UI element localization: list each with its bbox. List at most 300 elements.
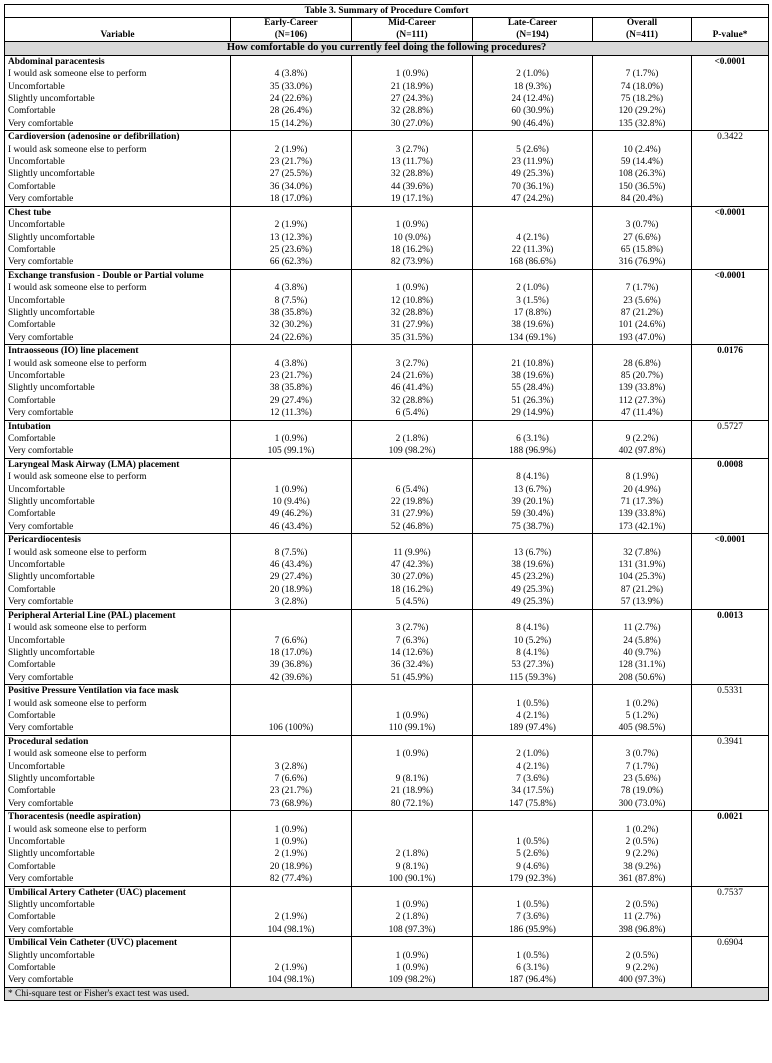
empty-cell bbox=[692, 848, 769, 860]
empty-cell bbox=[593, 420, 692, 433]
empty-cell bbox=[593, 55, 692, 68]
empty-cell bbox=[473, 735, 593, 748]
late-career-value: 60 (30.9%) bbox=[473, 105, 593, 117]
late-career-value: 75 (38.7%) bbox=[473, 521, 593, 534]
empty-cell bbox=[692, 282, 769, 294]
early-career-value: 20 (18.9%) bbox=[231, 861, 352, 873]
late-career-value: 39 (20.1%) bbox=[473, 496, 593, 508]
mid-career-value: 1 (0.9%) bbox=[352, 962, 473, 974]
overall-value: 7 (1.7%) bbox=[593, 761, 692, 773]
table-row bbox=[5, 761, 769, 773]
empty-cell bbox=[692, 382, 769, 394]
late-career-value: 21 (10.8%) bbox=[473, 358, 593, 370]
mid-career-value: 2 (1.8%) bbox=[352, 848, 473, 860]
section-name: Laryngeal Mask Airway (LMA) placement bbox=[5, 458, 231, 471]
early-career-value: 82 (77.4%) bbox=[231, 873, 352, 886]
empty-cell bbox=[692, 508, 769, 520]
mid-career-value: 108 (97.3%) bbox=[352, 924, 473, 937]
p-value: 0.7537 bbox=[692, 886, 769, 899]
response-label: Very comfortable bbox=[5, 672, 231, 685]
early-career-value bbox=[231, 748, 352, 760]
empty-cell bbox=[473, 131, 593, 144]
late-career-value: 1 (0.5%) bbox=[473, 836, 593, 848]
response-label: Slightly uncomfortable bbox=[5, 168, 231, 180]
section-name: Exchange transfusion - Double or Partial volume bbox=[5, 269, 231, 282]
table-row bbox=[5, 622, 769, 634]
overall-value: 84 (20.4%) bbox=[593, 193, 692, 206]
overall-value: 1 (0.2%) bbox=[593, 698, 692, 710]
response-label: Comfortable bbox=[5, 244, 231, 256]
early-career-value: 28 (26.4%) bbox=[231, 105, 352, 117]
overall-value: 23 (5.6%) bbox=[593, 773, 692, 785]
overall-value: 150 (36.5%) bbox=[593, 181, 692, 193]
overall-value: 3 (0.7%) bbox=[593, 748, 692, 760]
p-value: <0.0001 bbox=[692, 55, 769, 68]
late-career-value: 34 (17.5%) bbox=[473, 785, 593, 797]
empty-cell bbox=[692, 647, 769, 659]
empty-cell bbox=[692, 861, 769, 873]
table-row bbox=[5, 508, 769, 520]
table-body bbox=[5, 55, 769, 987]
response-label: Comfortable bbox=[5, 962, 231, 974]
section-header-row bbox=[5, 811, 769, 824]
late-career-value: 17 (8.8%) bbox=[473, 307, 593, 319]
table-row bbox=[5, 635, 769, 647]
empty-cell bbox=[352, 685, 473, 698]
response-label: Uncomfortable bbox=[5, 836, 231, 848]
empty-cell bbox=[692, 193, 769, 206]
empty-cell bbox=[692, 168, 769, 180]
table-caption: Table 3. Summary of Procedure Comfort bbox=[5, 5, 769, 18]
p-value: 0.5727 bbox=[692, 420, 769, 433]
response-label: I would ask someone else to perform bbox=[5, 358, 231, 370]
empty-cell bbox=[692, 710, 769, 722]
table-row bbox=[5, 319, 769, 331]
early-career-value: 39 (36.8%) bbox=[231, 659, 352, 671]
empty-cell bbox=[231, 886, 352, 899]
mid-career-value: 7 (6.3%) bbox=[352, 635, 473, 647]
response-label: Uncomfortable bbox=[5, 219, 231, 231]
late-career-value: 7 (3.6%) bbox=[473, 773, 593, 785]
table-row bbox=[5, 81, 769, 93]
mid-career-value: 30 (27.0%) bbox=[352, 118, 473, 131]
empty-cell bbox=[692, 559, 769, 571]
response-label: Very comfortable bbox=[5, 596, 231, 609]
early-career-value: 2 (1.9%) bbox=[231, 911, 352, 923]
section-name: Abdominal paracentesis bbox=[5, 55, 231, 68]
table-row bbox=[5, 848, 769, 860]
section-name: Umbilical Artery Catheter (UAC) placement bbox=[5, 886, 231, 899]
overall-value: 405 (98.5%) bbox=[593, 722, 692, 735]
section-name: Thoracentesis (needle aspiration) bbox=[5, 811, 231, 824]
header-early-career: Early-Career (N=106) bbox=[231, 18, 352, 42]
response-label: I would ask someone else to perform bbox=[5, 622, 231, 634]
late-career-value: 70 (36.1%) bbox=[473, 181, 593, 193]
header-pvalue: P-value* bbox=[692, 18, 769, 42]
overall-value: 85 (20.7%) bbox=[593, 370, 692, 382]
overall-value: 361 (87.8%) bbox=[593, 873, 692, 886]
table-row bbox=[5, 798, 769, 811]
overall-value: 173 (42.1%) bbox=[593, 521, 692, 534]
empty-cell bbox=[593, 458, 692, 471]
mid-career-value bbox=[352, 761, 473, 773]
late-career-value: 90 (46.4%) bbox=[473, 118, 593, 131]
overall-value: 38 (9.2%) bbox=[593, 861, 692, 873]
late-career-value: 6 (3.1%) bbox=[473, 433, 593, 445]
mid-career-value: 27 (24.3%) bbox=[352, 93, 473, 105]
empty-cell bbox=[473, 458, 593, 471]
empty-cell bbox=[473, 811, 593, 824]
early-career-value: 8 (7.5%) bbox=[231, 547, 352, 559]
empty-cell bbox=[593, 269, 692, 282]
p-value: 0.0021 bbox=[692, 811, 769, 824]
empty-cell bbox=[231, 534, 352, 547]
early-career-value: 4 (3.8%) bbox=[231, 358, 352, 370]
p-value: 0.6904 bbox=[692, 937, 769, 950]
empty-cell bbox=[692, 622, 769, 634]
mid-career-value: 80 (72.1%) bbox=[352, 798, 473, 811]
overall-value: 2 (0.5%) bbox=[593, 836, 692, 848]
response-label: Very comfortable bbox=[5, 798, 231, 811]
early-career-value bbox=[231, 710, 352, 722]
late-career-value: 10 (5.2%) bbox=[473, 635, 593, 647]
response-label: I would ask someone else to perform bbox=[5, 471, 231, 483]
response-label: Slightly uncomfortable bbox=[5, 93, 231, 105]
early-career-value: 29 (27.4%) bbox=[231, 571, 352, 583]
empty-cell bbox=[352, 206, 473, 219]
empty-cell bbox=[692, 181, 769, 193]
early-career-value: 38 (35.8%) bbox=[231, 307, 352, 319]
section-header-row bbox=[5, 206, 769, 219]
section-name: Chest tube bbox=[5, 206, 231, 219]
empty-cell bbox=[593, 206, 692, 219]
mid-career-value: 31 (27.9%) bbox=[352, 508, 473, 520]
mid-career-value: 1 (0.9%) bbox=[352, 950, 473, 962]
empty-cell bbox=[692, 635, 769, 647]
overall-value: 27 (6.6%) bbox=[593, 232, 692, 244]
response-label: Comfortable bbox=[5, 433, 231, 445]
empty-cell bbox=[692, 722, 769, 735]
table-row bbox=[5, 244, 769, 256]
response-label: I would ask someone else to perform bbox=[5, 282, 231, 294]
late-career-value: 134 (69.1%) bbox=[473, 332, 593, 345]
overall-value: 101 (24.6%) bbox=[593, 319, 692, 331]
mid-career-value: 9 (8.1%) bbox=[352, 773, 473, 785]
early-career-value: 4 (3.8%) bbox=[231, 282, 352, 294]
overall-value: 75 (18.2%) bbox=[593, 93, 692, 105]
late-career-value: 4 (2.1%) bbox=[473, 761, 593, 773]
mid-career-value: 12 (10.8%) bbox=[352, 295, 473, 307]
early-career-value: 10 (9.4%) bbox=[231, 496, 352, 508]
table-row bbox=[5, 307, 769, 319]
late-career-value: 8 (4.1%) bbox=[473, 622, 593, 634]
empty-cell bbox=[593, 886, 692, 899]
mid-career-value: 110 (99.1%) bbox=[352, 722, 473, 735]
overall-value: 74 (18.0%) bbox=[593, 81, 692, 93]
summary-table-container bbox=[4, 4, 768, 1001]
empty-cell bbox=[692, 395, 769, 407]
early-career-value: 1 (0.9%) bbox=[231, 484, 352, 496]
late-career-value: 4 (2.1%) bbox=[473, 710, 593, 722]
response-label: Slightly uncomfortable bbox=[5, 899, 231, 911]
table-row bbox=[5, 785, 769, 797]
response-label: Slightly uncomfortable bbox=[5, 307, 231, 319]
empty-cell bbox=[231, 685, 352, 698]
section-name: Positive Pressure Ventilation via face mask bbox=[5, 685, 231, 698]
response-label: Uncomfortable bbox=[5, 156, 231, 168]
table-row bbox=[5, 382, 769, 394]
overall-value: 112 (27.3%) bbox=[593, 395, 692, 407]
early-career-value: 3 (2.8%) bbox=[231, 761, 352, 773]
early-career-value: 20 (18.9%) bbox=[231, 584, 352, 596]
empty-cell bbox=[692, 81, 769, 93]
late-career-value: 23 (11.9%) bbox=[473, 156, 593, 168]
mid-career-value: 9 (8.1%) bbox=[352, 861, 473, 873]
early-career-value: 2 (1.9%) bbox=[231, 848, 352, 860]
section-name: Peripheral Arterial Line (PAL) placement bbox=[5, 609, 231, 622]
table-row bbox=[5, 911, 769, 923]
late-career-value: 147 (75.8%) bbox=[473, 798, 593, 811]
empty-cell bbox=[231, 937, 352, 950]
mid-career-value: 109 (98.2%) bbox=[352, 445, 473, 458]
empty-cell bbox=[473, 55, 593, 68]
early-career-value bbox=[231, 698, 352, 710]
response-label: Slightly uncomfortable bbox=[5, 382, 231, 394]
empty-cell bbox=[692, 824, 769, 836]
response-label: Very comfortable bbox=[5, 118, 231, 131]
empty-cell bbox=[692, 484, 769, 496]
table-row bbox=[5, 332, 769, 345]
overall-value: 9 (2.2%) bbox=[593, 433, 692, 445]
late-career-value: 168 (86.6%) bbox=[473, 256, 593, 269]
table-row bbox=[5, 484, 769, 496]
late-career-value: 5 (2.6%) bbox=[473, 144, 593, 156]
overall-value: 400 (97.3%) bbox=[593, 974, 692, 987]
overall-value: 7 (1.7%) bbox=[593, 68, 692, 80]
empty-cell bbox=[593, 937, 692, 950]
late-career-value: 115 (59.3%) bbox=[473, 672, 593, 685]
response-label: Comfortable bbox=[5, 710, 231, 722]
table-row bbox=[5, 193, 769, 206]
overall-value: 131 (31.9%) bbox=[593, 559, 692, 571]
mid-career-value: 1 (0.9%) bbox=[352, 68, 473, 80]
overall-value: 24 (5.8%) bbox=[593, 635, 692, 647]
response-label: I would ask someone else to perform bbox=[5, 748, 231, 760]
mid-career-value: 6 (5.4%) bbox=[352, 407, 473, 420]
footnote: * Chi-square test or Fisher's exact test was used. bbox=[5, 987, 769, 1000]
early-career-value bbox=[231, 471, 352, 483]
mid-career-value: 31 (27.9%) bbox=[352, 319, 473, 331]
response-label: Uncomfortable bbox=[5, 761, 231, 773]
overall-value: 1 (0.2%) bbox=[593, 824, 692, 836]
section-header-row bbox=[5, 131, 769, 144]
response-label: I would ask someone else to perform bbox=[5, 68, 231, 80]
empty-cell bbox=[352, 937, 473, 950]
mid-career-value: 46 (41.4%) bbox=[352, 382, 473, 394]
overall-value: 78 (19.0%) bbox=[593, 785, 692, 797]
table-row bbox=[5, 232, 769, 244]
p-value: <0.0001 bbox=[692, 269, 769, 282]
mid-career-value: 109 (98.2%) bbox=[352, 974, 473, 987]
response-label: Comfortable bbox=[5, 861, 231, 873]
overall-value: 71 (17.3%) bbox=[593, 496, 692, 508]
empty-cell bbox=[231, 420, 352, 433]
p-value: 0.0013 bbox=[692, 609, 769, 622]
late-career-value: 179 (92.3%) bbox=[473, 873, 593, 886]
mid-career-value: 1 (0.9%) bbox=[352, 748, 473, 760]
table-row bbox=[5, 295, 769, 307]
empty-cell bbox=[473, 420, 593, 433]
early-career-value: 49 (46.2%) bbox=[231, 508, 352, 520]
early-career-value: 8 (7.5%) bbox=[231, 295, 352, 307]
table-row bbox=[5, 68, 769, 80]
response-label: Slightly uncomfortable bbox=[5, 571, 231, 583]
mid-career-value: 35 (31.5%) bbox=[352, 332, 473, 345]
p-value: 0.3422 bbox=[692, 131, 769, 144]
section-name: Intubation bbox=[5, 420, 231, 433]
late-career-value: 53 (27.3%) bbox=[473, 659, 593, 671]
section-header-row bbox=[5, 937, 769, 950]
response-label: Comfortable bbox=[5, 319, 231, 331]
mid-career-value: 2 (1.8%) bbox=[352, 911, 473, 923]
empty-cell bbox=[692, 144, 769, 156]
late-career-value: 9 (4.6%) bbox=[473, 861, 593, 873]
early-career-value: 25 (23.6%) bbox=[231, 244, 352, 256]
empty-cell bbox=[352, 131, 473, 144]
p-value: 0.0008 bbox=[692, 458, 769, 471]
section-header-row bbox=[5, 345, 769, 358]
table-row bbox=[5, 962, 769, 974]
early-career-value: 66 (62.3%) bbox=[231, 256, 352, 269]
overall-value: 208 (50.6%) bbox=[593, 672, 692, 685]
early-career-value: 2 (1.9%) bbox=[231, 144, 352, 156]
empty-cell bbox=[352, 886, 473, 899]
mid-career-value: 32 (28.8%) bbox=[352, 307, 473, 319]
response-label: Comfortable bbox=[5, 105, 231, 117]
table-row bbox=[5, 471, 769, 483]
table-row bbox=[5, 710, 769, 722]
empty-cell bbox=[692, 899, 769, 911]
empty-cell bbox=[692, 748, 769, 760]
empty-cell bbox=[593, 345, 692, 358]
early-career-value: 2 (1.9%) bbox=[231, 962, 352, 974]
empty-cell bbox=[692, 433, 769, 445]
empty-cell bbox=[352, 55, 473, 68]
empty-cell bbox=[231, 269, 352, 282]
early-career-value: 7 (6.6%) bbox=[231, 635, 352, 647]
mid-career-value: 11 (9.9%) bbox=[352, 547, 473, 559]
early-career-value: 1 (0.9%) bbox=[231, 836, 352, 848]
empty-cell bbox=[231, 609, 352, 622]
overall-value: 135 (32.8%) bbox=[593, 118, 692, 131]
late-career-value: 1 (0.5%) bbox=[473, 950, 593, 962]
header-overall: Overall (N=411) bbox=[593, 18, 692, 42]
empty-cell bbox=[692, 105, 769, 117]
early-career-value: 38 (35.8%) bbox=[231, 382, 352, 394]
overall-value: 32 (7.8%) bbox=[593, 547, 692, 559]
late-career-value: 2 (1.0%) bbox=[473, 282, 593, 294]
empty-cell bbox=[692, 307, 769, 319]
response-label: Very comfortable bbox=[5, 924, 231, 937]
late-career-value: 24 (12.4%) bbox=[473, 93, 593, 105]
table-row bbox=[5, 445, 769, 458]
question-row: How comfortable do you currently feel doing the following procedures? bbox=[5, 42, 769, 55]
overall-value: 9 (2.2%) bbox=[593, 962, 692, 974]
empty-cell bbox=[692, 761, 769, 773]
empty-cell bbox=[692, 798, 769, 811]
overall-value: 8 (1.9%) bbox=[593, 471, 692, 483]
response-label: Uncomfortable bbox=[5, 81, 231, 93]
late-career-value: 49 (25.3%) bbox=[473, 584, 593, 596]
table-row bbox=[5, 521, 769, 534]
empty-cell bbox=[692, 672, 769, 685]
overall-value: 139 (33.8%) bbox=[593, 508, 692, 520]
late-career-value: 13 (6.7%) bbox=[473, 547, 593, 559]
mid-career-value bbox=[352, 836, 473, 848]
late-career-value: 59 (30.4%) bbox=[473, 508, 593, 520]
late-career-value: 29 (14.9%) bbox=[473, 407, 593, 420]
response-label: Comfortable bbox=[5, 659, 231, 671]
early-career-value: 12 (11.3%) bbox=[231, 407, 352, 420]
overall-value: 11 (2.7%) bbox=[593, 911, 692, 923]
overall-value: 104 (25.3%) bbox=[593, 571, 692, 583]
overall-value: 139 (33.8%) bbox=[593, 382, 692, 394]
late-career-value: 188 (96.9%) bbox=[473, 445, 593, 458]
section-header-row bbox=[5, 534, 769, 547]
table-row bbox=[5, 559, 769, 571]
empty-cell bbox=[692, 244, 769, 256]
overall-value: 2 (0.5%) bbox=[593, 950, 692, 962]
empty-cell bbox=[231, 811, 352, 824]
section-header-row bbox=[5, 609, 769, 622]
section-header-row bbox=[5, 735, 769, 748]
early-career-value: 13 (12.3%) bbox=[231, 232, 352, 244]
empty-cell bbox=[473, 534, 593, 547]
table-row bbox=[5, 974, 769, 987]
response-label: Slightly uncomfortable bbox=[5, 848, 231, 860]
late-career-value: 22 (11.3%) bbox=[473, 244, 593, 256]
early-career-value: 23 (21.7%) bbox=[231, 156, 352, 168]
response-label: Comfortable bbox=[5, 785, 231, 797]
overall-value: 87 (21.2%) bbox=[593, 584, 692, 596]
table-row bbox=[5, 824, 769, 836]
empty-cell bbox=[231, 735, 352, 748]
overall-value: 193 (47.0%) bbox=[593, 332, 692, 345]
late-career-value: 49 (25.3%) bbox=[473, 168, 593, 180]
empty-cell bbox=[692, 219, 769, 231]
mid-career-value: 24 (21.6%) bbox=[352, 370, 473, 382]
table-row bbox=[5, 395, 769, 407]
overall-value: 2 (0.5%) bbox=[593, 899, 692, 911]
empty-cell bbox=[352, 345, 473, 358]
response-label: Comfortable bbox=[5, 181, 231, 193]
response-label: Slightly uncomfortable bbox=[5, 496, 231, 508]
empty-cell bbox=[473, 206, 593, 219]
late-career-value: 47 (24.2%) bbox=[473, 193, 593, 206]
mid-career-value: 22 (19.8%) bbox=[352, 496, 473, 508]
section-header-row bbox=[5, 269, 769, 282]
early-career-value bbox=[231, 622, 352, 634]
empty-cell bbox=[352, 534, 473, 547]
mid-career-value: 3 (2.7%) bbox=[352, 358, 473, 370]
response-label: I would ask someone else to perform bbox=[5, 144, 231, 156]
late-career-value bbox=[473, 824, 593, 836]
response-label: I would ask someone else to perform bbox=[5, 824, 231, 836]
response-label: Slightly uncomfortable bbox=[5, 232, 231, 244]
section-header-row bbox=[5, 886, 769, 899]
early-career-value bbox=[231, 899, 352, 911]
late-career-value: 51 (26.3%) bbox=[473, 395, 593, 407]
